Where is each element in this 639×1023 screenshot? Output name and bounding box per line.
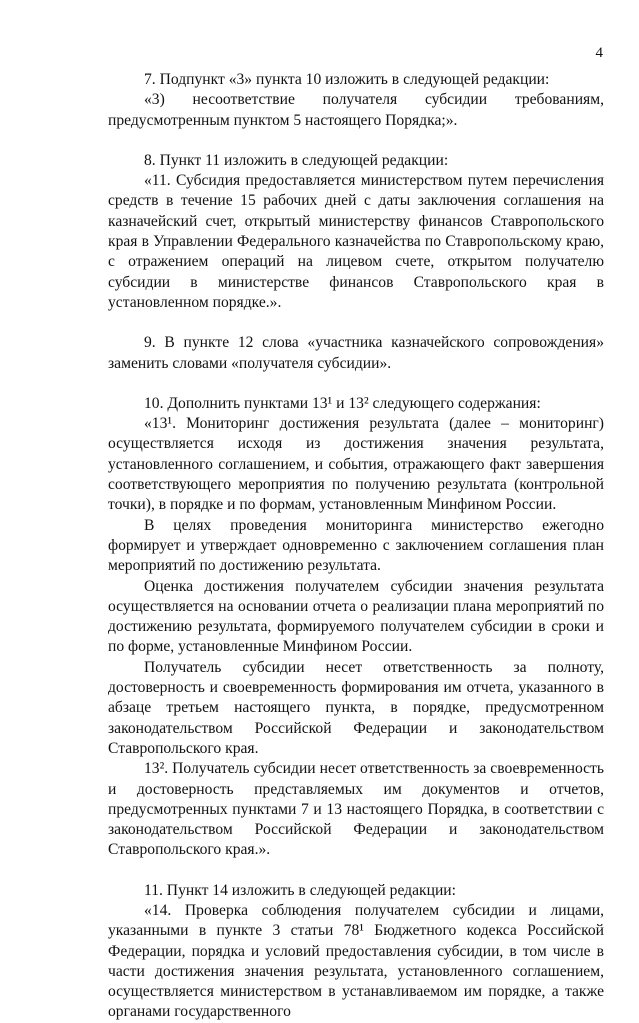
paragraph: «3) несоответствие получателя субсидии требованиям, предусмотренным пунктом 5 настоящего Порядка;». <box>108 91 604 129</box>
amendment-item-11 <box>108 881 604 1023</box>
paragraph: «11. Субсидия предоставляется министерством путем перечисления средств в течение 15 рабочих дней с даты заключения соглашения на казначейский счет, открытый министерству финансов Ставропольского края в Управлении Федерального казначейства по Ставропольскому краю, с отражением операций на лицевом счете, открытом получателю субсидии в министерстве финансов Ставропольского края в установленном порядке.». <box>108 172 604 311</box>
paragraph: 11. Пункт 14 изложить в следующей редакции: <box>144 881 456 899</box>
paragraph: 13². Получатель субсидии несет ответственность за своевременность и достоверность представляемых им документов и отчетов, предусмотренных пунктами 7 и 13 настоящего Порядка, в соответствии с законодательством Российской Федерации и законодательством Ставропольского края.». <box>108 760 604 859</box>
paragraph: Получатель субсидии несет ответственность за полноту, достоверность и своевременность формирования им отчета, указанного в абзаце третьем настоящего пункта, в порядке, предусмотренном законодательством Российской Федерации и законодательством Ставропольского края. <box>108 658 604 757</box>
paragraph: Оценка достижения получателем субсидии значения результата осуществляется на основании отчета о реализации плана мероприятий по достижению результата, формируемого получателем субсидии в сроки и по форме, установленные Минфином России. <box>108 577 604 656</box>
paragraph: 8. Пункт 11 изложить в следующей редакции: <box>144 151 449 169</box>
paragraph: «14. Проверка соблюдения получателем субсидии и лицами, указанными в пункте 3 статьи 78¹ Бюджетного кодекса Российской Федерации, порядка и условий предоставления субсидии, в том числе в части достижения значения результата, установленного соглашением, осуществляется министерством в устанавливаемом им порядке, а также органами государственного <box>108 901 604 1021</box>
paragraph: 10. Дополнить пунктами 13¹ и 13² следующего содержания: <box>144 394 541 412</box>
paragraph: В целях проведения мониторинга министерство ежегодно формирует и утверждает одновременно с заключением соглашения план мероприятий по достижению результата. <box>108 516 604 575</box>
paragraph: «13¹. Мониторинг достижения результата (далее – мониторинг) осуществляется исходя из достижения значения результата, установленного соглашением, и события, отражающего факт завершения соответствующего мероприятия по получению результата (контрольной точки), в порядке и по формам, установленным Минфином России. <box>108 415 604 514</box>
page-number: 4 <box>595 45 603 61</box>
amendment-item-9 <box>108 333 604 374</box>
amendment-item-10 <box>108 394 604 861</box>
amendment-item-8 <box>108 151 604 313</box>
paragraph: 7. Подпункт «3» пункта 10 изложить в следующей редакции: <box>144 71 550 88</box>
amendment-item-7 <box>108 70 604 131</box>
paragraph: 9. В пункте 12 слова «участника казначейского сопровождения» заменить словами «получателя субсидии». <box>108 334 604 372</box>
document-body <box>108 70 604 1023</box>
